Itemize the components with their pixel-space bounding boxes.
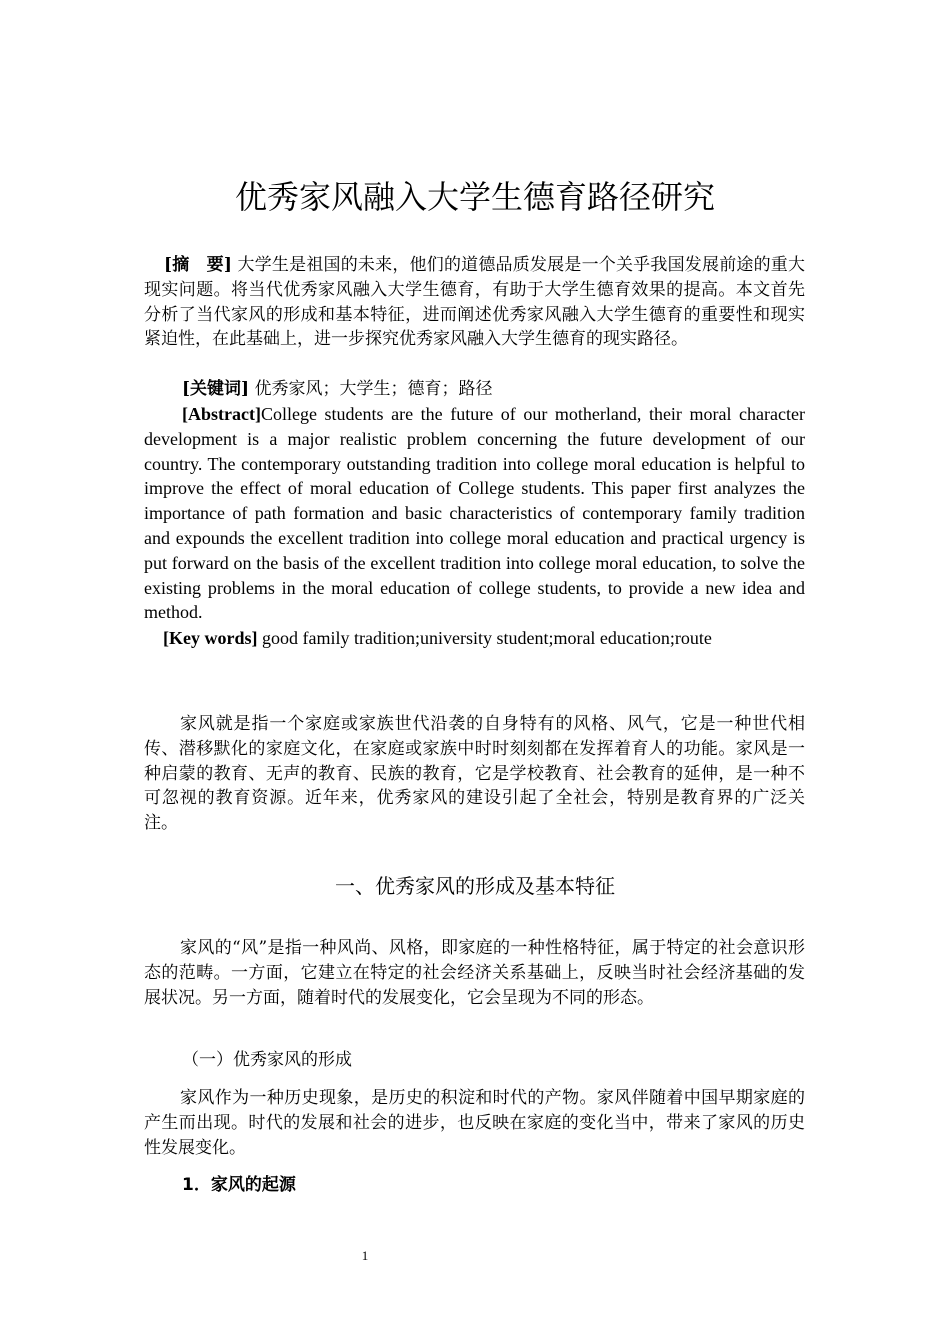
subsection-paragraph: 家风作为一种历史现象，是历史的积淀和时代的产物。家风伴随着中国早期家庭的产生而出现。时代的发展和社会的进步，也反映在家庭的变化当中，带来了家风的历史性发展变化。 <box>144 1088 805 1158</box>
english-abstract-paragraph <box>144 402 805 625</box>
english-keywords-label: [Key words] <box>163 628 258 648</box>
english-abstract-label: [Abstract] <box>182 404 261 424</box>
keywords-label: [关键词] <box>182 379 250 399</box>
page-number: 1 <box>361 1248 369 1263</box>
english-keywords-text: good family tradition;university student;moral education;route <box>261 628 712 648</box>
subsubsection-heading: 1．家风的起源 <box>182 1175 296 1195</box>
abstract-paragraph <box>144 253 805 352</box>
abstract-text: 大学生是祖国的未来，他们的道德品质发展是一个关乎我国发展前途的重大现实问题。将当代优秀家风融入大学生德育，有助于大学生德育效果的提高。本文首先分析了当代家风的形成和基本特征，进而阐述优秀家风融入大学生德育的重要性和现实紧迫性，在此基础上，进一步探究优秀家风融入大学生德育的现实路径。 <box>144 255 806 350</box>
keywords-text: 优秀家风；大学生；德育；路径 <box>254 379 493 399</box>
subsection-heading: （一）优秀家风的形成 <box>182 1050 352 1070</box>
english-keywords-line <box>144 626 805 651</box>
section-paragraph: 家风的“风”是指一种风尚、风格，即家庭的一种性格特征，属于特定的社会意识形态的范畴。一方面，它建立在特定的社会经济关系基础上，反映当时社会经济基础的发展状况。另一方面，随着时代的发展变化，它会呈现为不同的形态。 <box>144 938 805 1008</box>
english-abstract-text: College students are the future of our motherland, their moral character development is a major realistic problem concerning the future development of our country. The contemporary outstanding tradition into college moral education is helpful to improve the effect of moral education of College students. This paper first analyzes the importance of path formation and basic characteristics of contemporary family tradition and expounds the excellent tradition into college moral education and practical urgency is put forward on the basis of the excellent tradition into college moral education, to solve the existing problems in the moral education of college students, to provide a new idea and method. <box>144 404 805 623</box>
keywords-line <box>144 377 805 402</box>
intro-paragraph: 家风就是指一个家庭或家族世代沿袭的自身特有的风格、风气，它是一种世代相传、潜移默化的家庭文化，在家庭或家族中时时刻刻都在发挥着育人的功能。家风是一种启蒙的教育、无声的教育、民族的教育，它是学校教育、社会教育的延伸，是一种不可忽视的教育资源。近年来，优秀家风的建设引起了全社会，特别是教育界的广泛关注。 <box>144 714 805 834</box>
section-heading: 一、优秀家风的形成及基本特征 <box>335 874 615 898</box>
abstract-label: [摘 要] <box>164 255 232 275</box>
paper-title: 优秀家风融入大学生德育路径研究 <box>234 178 715 216</box>
